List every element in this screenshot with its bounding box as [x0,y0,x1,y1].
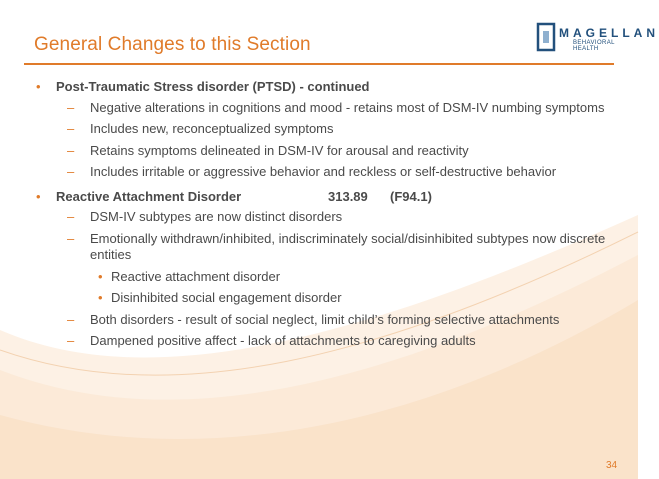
sub-bullet-text: Includes new, reconceptualized symptoms [90,121,334,136]
bullet-icon: • [36,79,41,94]
dash-icon: – [67,333,75,348]
dash-icon: – [67,230,75,246]
sub-bullet-text: Negative alterations in cognitions and mood - retains most of DSM-IV numbing symptoms [90,99,605,115]
sub-sub-bullet-text: Reactive attachment disorder [111,268,281,284]
dash-icon: – [67,121,75,136]
bullet-icon: • [36,188,41,204]
sub-bullet [36,231,606,264]
magellan-logo [537,22,659,54]
logo-mark-icon [537,22,557,52]
slide-body [36,73,606,355]
dash-icon: – [67,311,75,327]
page-number: 34 [606,460,618,471]
sub-bullet-text: Includes irritable or aggressive behavior and reckless or self-destructive behavior [90,164,557,179]
icd-code: (F94.1) [390,188,432,204]
sub-bullet-text: DSM-IV subtypes are now distinct disorders [90,209,343,224]
sub-bullet [36,143,606,160]
sub-bullet [36,209,606,226]
bullet-ptsd [36,79,606,96]
logo-wordmark: MAGELLAN [559,26,659,40]
dash-icon: – [67,164,75,179]
sub-bullet-text: Retains symptoms delineated in DSM-IV for arousal and reactivity [90,142,469,158]
bullet-rad [36,189,606,206]
bullet-heading: Post-Traumatic Stress disorder (PTSD) - continued [56,79,370,94]
slide-title: General Changes to this Section [34,34,311,55]
diagnosis-code: 313.89 [328,188,368,204]
sub-bullet [36,312,606,329]
bullet-icon: • [98,268,103,284]
sub-sub-bullet [36,290,606,307]
sub-bullet [36,333,606,350]
sub-bullet-text: Emotionally withdrawn/inhibited, indiscriminately social/disinhibited subtypes now discrete entities [90,230,606,262]
sub-bullet-text: Dampened positive affect - lack of attachments to caregiving adults [90,333,476,348]
dash-icon: – [67,99,75,115]
dash-icon: – [67,209,75,224]
sub-bullet-text: Both disorders - result of social neglect, limit child’s forming selective attachments [90,311,560,327]
logo-subtext: BEHAVIORAL HEALTH [573,40,615,52]
bullet-heading: Reactive Attachment Disorder [56,188,242,204]
title-divider [24,63,614,65]
sub-sub-bullet [36,269,606,286]
sub-bullet [36,164,606,181]
bullet-icon: • [98,290,103,305]
sub-sub-bullet-text: Disinhibited social engagement disorder [111,290,342,305]
sub-bullet [36,121,606,138]
dash-icon: – [67,142,75,158]
sub-bullet [36,100,606,117]
